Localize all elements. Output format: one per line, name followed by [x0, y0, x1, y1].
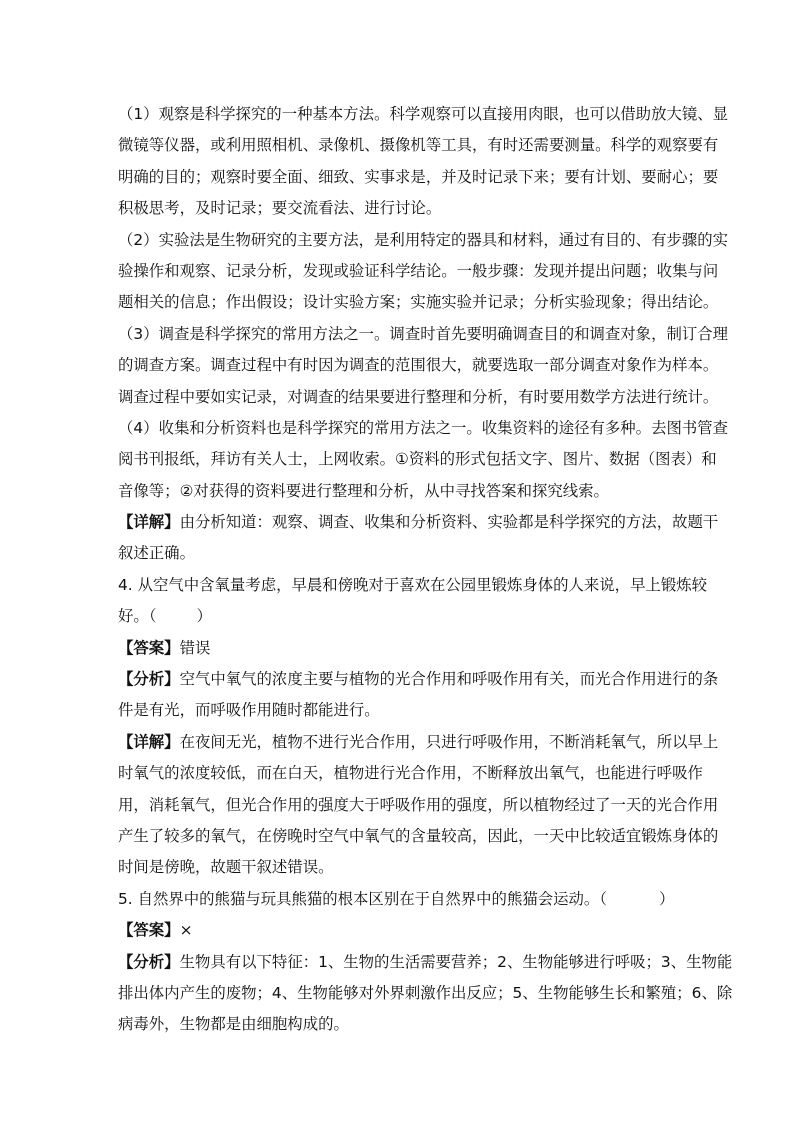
line-text: 好。（: [118, 607, 157, 626]
text-line: [118, 99, 729, 130]
line-text: 由分析知道：观察、调查、收集和分析资料、实验都是科学探究的方法，故题干: [179, 513, 719, 532]
line-text: 调查过程中要如实记录，对调查的结果要进行整理和分析，有时要用数学方法进行统计。: [118, 387, 719, 406]
line-text: 排出体内产生的废物；4、生物能够对外界刺激作出反应；5、生物能够生长和繁殖；6、除: [118, 983, 733, 1002]
line-text: 时氧气的浓度较低，而在白天，植物进行光合作用，不断释放出氧气，也能进行呼吸作: [118, 764, 703, 783]
line-text: 的调查方案。调查过程中有时因为调查的范围很大，就要选取一部分调查对象作为样本。: [118, 356, 719, 375]
text-line: [118, 852, 678, 883]
text-line: [118, 225, 729, 256]
line-text: 时间是傍晚，故题干叙述错误。: [118, 858, 334, 877]
line-text: （3）调查是科学探究的常用方法之一。调查时首先要明确调查目的和调查对象，制订合理: [118, 324, 729, 343]
question-4: [118, 570, 708, 601]
line-text: （1）观察是科学探究的一种基本方法。科学观察可以直接用肉眼，也可以借助放大镜、显: [118, 105, 729, 123]
line-text: ×: [179, 921, 193, 940]
line-text: 叙述正确。: [118, 544, 195, 563]
line-text: 积极思考，及时记录；要交流看法、进行讨论。: [118, 199, 442, 218]
question-5: [118, 884, 678, 915]
line-text: 产生了较多的氧气，在傍晚时空气中氧气的含量较高，因此，一天中比较适宜锻炼身体的: [118, 826, 719, 845]
text-line: [118, 382, 719, 413]
line-text: 用，消耗氧气，但光合作用的强度大于呼吸作用的强度，所以植物经过了一天的光合作用: [118, 795, 719, 814]
text-line: [118, 821, 719, 852]
text-line: [118, 413, 729, 444]
text-line: [118, 287, 719, 318]
text-line: [118, 758, 703, 789]
text-line: [118, 601, 678, 632]
line-text-after: ）: [196, 607, 212, 626]
line-text: 件是有光，而呼吸作用随时都能进行。: [118, 701, 380, 720]
text-line: [118, 193, 678, 224]
text-line: [118, 162, 719, 193]
text-line: [118, 978, 733, 1009]
text-line: [118, 476, 678, 507]
section-tag-analysis: 【分析】: [118, 952, 180, 971]
text-line: [118, 350, 719, 381]
line-text: 5. 自然界中的熊猫与玩具熊猫的根本区别在于自然界中的熊猫会运动。（: [118, 889, 607, 908]
line-text: 病毒外，生物都是由细胞构成的。: [118, 1015, 349, 1034]
line-text: 题相关的信息；作出假设；设计实验方案；实施实验并记录；分析实验现象；得出结论。: [118, 293, 719, 312]
line-text-after: ）: [659, 889, 675, 908]
line-text: 阅书刊报纸，拜访有关人士，上网收索。①资料的形式包括文字、图片、数据（图表）和: [118, 450, 717, 469]
text-line: [118, 1009, 678, 1040]
line-text: 空气中氧气的浓度主要与植物的光合作用和呼吸作用有关，而光合作用进行的条: [179, 670, 719, 689]
text-line: [118, 695, 678, 726]
line-text: 错误: [179, 638, 211, 657]
answer-line: [118, 915, 678, 946]
line-text: （4）收集和分析资料也是科学探究的常用方法之一。收集资料的途径有多种。去图书管查: [118, 418, 729, 437]
text-line: [118, 444, 717, 475]
text-line: [118, 538, 678, 569]
text-line: [118, 507, 719, 538]
line-text: 在夜间无光，植物不进行光合作用，只进行呼吸作用，不断消耗氧气，所以早上: [179, 732, 719, 751]
text-line: [118, 256, 719, 287]
text-line: [118, 790, 719, 821]
section-tag-detail: 【详解】: [118, 732, 180, 751]
section-tag-answer: 【答案】: [118, 921, 180, 940]
line-text: 4. 从空气中含氧量考虑，早晨和傍晚对于喜欢在公园里锻炼身体的人来说，早上锻炼较: [118, 575, 708, 594]
line-text: 生物具有以下特征：1、生物的生活需要营养；2、生物能够进行呼吸；3、生物能: [179, 952, 733, 971]
document-body: [118, 99, 733, 1041]
text-line: [118, 947, 733, 978]
line-text: 明确的目的；观察时要全面、细致、实事求是，并及时记录下来；要有计划、要耐心；要: [118, 167, 719, 186]
line-text: （2）实验法是生物研究的主要方法，是利用特定的器具和材料，通过有目的、有步骤的实: [118, 230, 729, 249]
line-text: 微镜等仪器，或利用照相机、录像机、摄像机等工具，有时还需要测量。科学的观察要有: [118, 136, 719, 155]
section-tag-answer: 【答案】: [118, 638, 180, 657]
text-line: [118, 130, 719, 161]
line-text: 音像等；②对获得的资料要进行整理和分析，从中寻找答案和探究线索。: [118, 481, 609, 500]
line-text: 验操作和观察、记录分析，发现或验证科学结论。一般步骤：发现并提出问题；收集与问: [118, 261, 719, 280]
text-line: [118, 319, 729, 350]
section-tag-analysis: 【分析】: [118, 670, 180, 689]
text-line: [118, 727, 719, 758]
section-tag-detail: 【详解】: [118, 513, 180, 532]
answer-line: [118, 633, 678, 664]
text-line: [118, 664, 719, 695]
